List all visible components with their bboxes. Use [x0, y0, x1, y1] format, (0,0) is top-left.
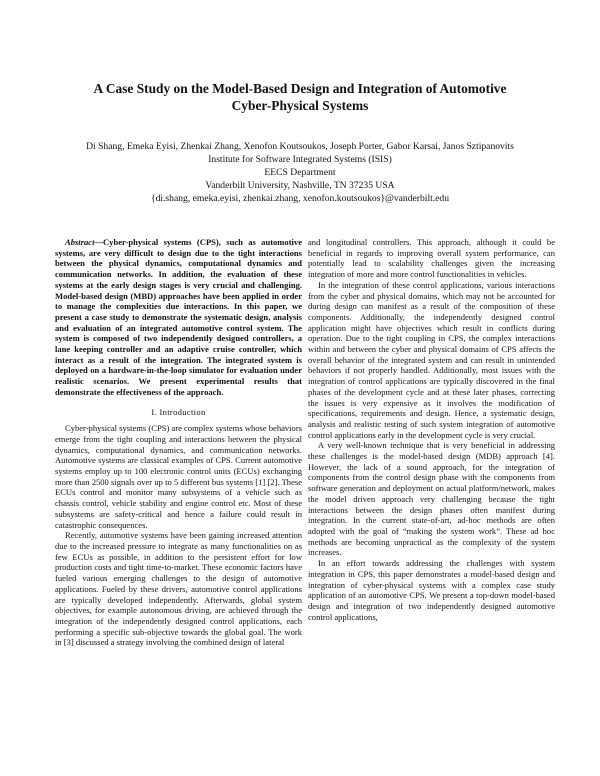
- affiliation-institute: Institute for Software Integrated Systems (ISIS): [208, 154, 392, 165]
- author-list: Di Shang, Emeka Eyisi, Zhenkai Zhang, Xenofon Koutsoukos, Joseph Porter, Gabor Karsai, Janos Sztipanovits: [86, 141, 514, 152]
- body-paragraph: and longitudinal controllers. This approach, although it could be beneficial in regards to improving overall system performance, can potentially lead to scalability challenges given the increasing integration of more and more control functionalities in vehicles.: [308, 237, 555, 280]
- author-block: [30, 140, 570, 205]
- body-paragraph: A very well-known technique that is very beneficial in addressing these challenges is the model-based design (MDB) approach [4]. However, the lack of a sound approach, for the integration of components from the control design phase with the components from software generation and deployment on actual platform/network, makes the model driven approach very challenging because the tight interactions between the design phases often manifest during integration. In the current state-of-art, ad-hoc methods are often adopted with the goal of “making the system work”. These ad hoc methods are becoming unpractical as the complexity of the system increases.: [308, 440, 555, 558]
- body-paragraph: Cyber-physical systems (CPS) are complex systems whose behaviors emerge from the tight coupling and interactions between the physical dynamics, computational dynamics, and communication networks. Automotive systems are classical examples of CPS. Current automotive systems employ up to 100 electronic control units (ECUs) exchanging more than 2500 signals over up to 5 different bus systems [1] [2]. These ECUs control and monitor many subsystems of a vehicle such as chassis control, vehicle stability and engine control etc. Most of these subsystems are safety-critical and hence a failure could result in catastrophic consequences.: [55, 423, 302, 530]
- body-paragraph: In the integration of these control applications, various interactions from the cyber and physical domains, which may not be accounted for during design can manifest as a result of the composition of these components. Additionally, the independently designed control application might have objectives which result in conflicts during operation. Due to the tight coupling in CPS, the complex interactions within and between the cyber and physical domains of CPS affects the overall behavior of the integrated system and can result in unintended behaviors if not properly handled. Additionally, most issues with the integration of control applications are typically discovered in the final phases of the development cycle and at these later phases, correcting the issues is very expensive as it involves the modification of specifications, requirements and design. Hence, a systematic design, analysis and realistic testing of such system integration of automotive control applications early in the development cycle is very crucial.: [308, 279, 555, 440]
- title-line-1: A Case Study on the Model-Based Design and Integration of Automotive: [93, 81, 507, 96]
- title-line-2: Cyber-Physical Systems: [231, 98, 369, 113]
- right-column: [308, 237, 555, 622]
- affiliation-university: Vanderbilt University, Nashville, TN 37235 USA: [205, 180, 395, 191]
- abstract-text: —Cyber-physical systems (CPS), such as automotive systems, are very difficult to design due to the tight interactions between the physical dynamics, computational dynamics and communication networks. In addition, the evaluation of these systems at the early design stages is very crucial and challenging. Model-based design (MBD) approaches have been applied in order to manage the complexities due interactions. In this paper, we present a case study to demonstrate the systematic design, analysis and evaluation of an integrated automotive control system. The system is composed of two independently designed controllers, a lane keeping controller and an adaptive cruise controller, which interact as a result of the integration. The integrated system is deployed on a hardware-in-the-loop simulator for evaluation under realistic scenarios. We present experimental results that demonstrate the effectiveness of the approach.: [55, 237, 302, 397]
- section-heading: I. Introduction: [151, 406, 206, 417]
- body-paragraph: In an effort towards addressing the challenges with system integration in CPS, this paper demonstrates a model-based design and integration of cyber-physical systems with a complex case study application of an automotive CPS. We present a top-down model-based design and integration of two independently designed automotive control applications,: [308, 558, 555, 622]
- affiliation-department: EECS Department: [264, 167, 336, 178]
- body-paragraph: Recently, automotive systems have been gaining increased attention due to the increased pressure to integrate as many functionalities on as few ECUs as possible, in addition to the persistent effort for low production costs and tight time-to-market. These economic factors have fueled various emerging challenges to the design of automotive applications. Fueled by these drivers, automotive control applications are typically developed independently. Afterwards, global system objectives, for example autonomous driving, are achieved through the integration of the independently designed control applications, each performing a specific sub-objective towards the global goal. The work in [3] discussed a strategy involving the combined design of lateral: [55, 530, 302, 648]
- left-column: [55, 237, 302, 648]
- paper-title: [40, 80, 560, 114]
- abstract-label: Abstract: [65, 237, 95, 247]
- abstract: [55, 237, 302, 398]
- author-emails: {di.shang, emeka.eyisi, zhenkai.zhang, xenofon.koutsoukos}@vanderbilt.edu: [150, 193, 450, 204]
